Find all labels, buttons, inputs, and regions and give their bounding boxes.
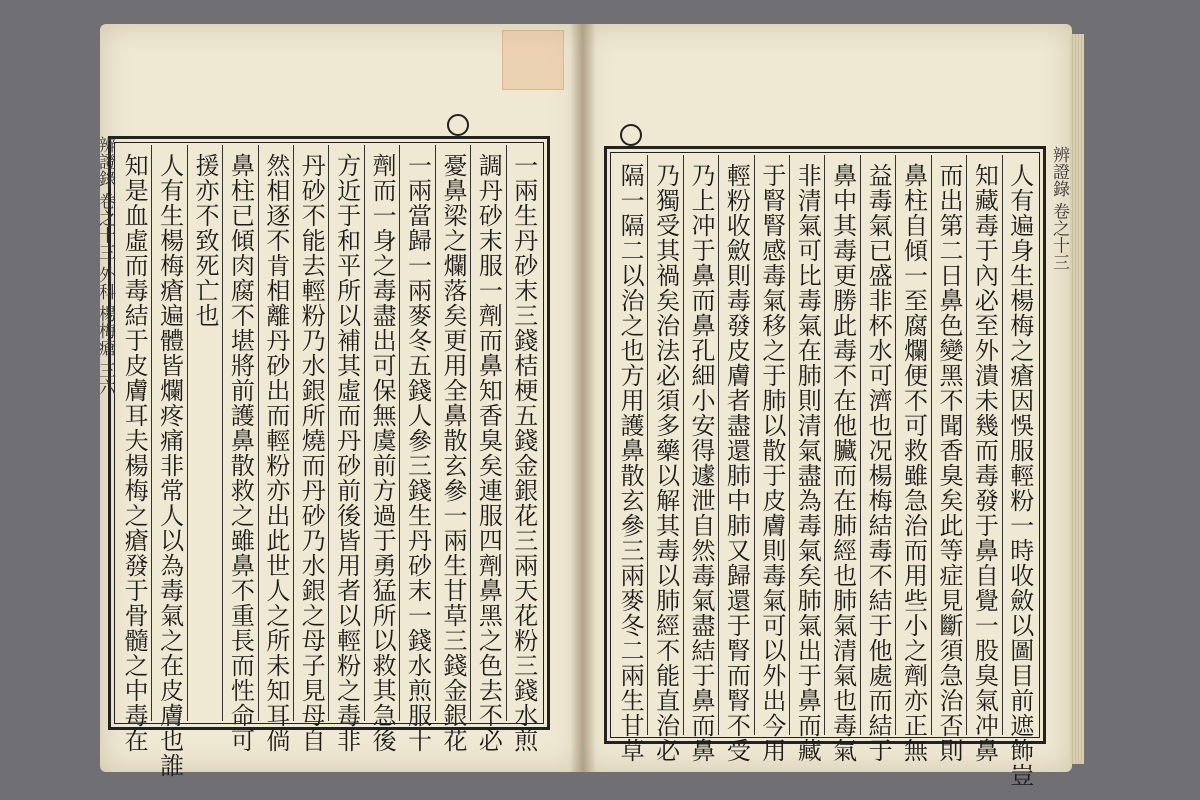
text-column [399, 145, 434, 753]
text-column [364, 145, 399, 753]
text-column [754, 155, 789, 763]
text-column [966, 155, 1001, 763]
right-text-columns [613, 155, 1037, 788]
text-column [151, 145, 186, 778]
left-text-frame [108, 136, 550, 778]
column-text: 方近于和平所以補其虛而丹砂前後皆用者以輕粉之毒非 [332, 153, 361, 753]
text-column [931, 155, 966, 763]
text-column [506, 145, 541, 753]
text-column [613, 155, 647, 763]
column-text: 一兩生丹砂末三錢桔梗五錢金銀花三兩天花粉三錢水煎 [509, 153, 538, 753]
text-column [293, 145, 328, 753]
fish-tail-circle-mark [447, 114, 469, 136]
column-text: 鼻柱已傾肉腐不堪將前護鼻散救之雖鼻不重長而性命可 [226, 153, 255, 753]
column-text: 鼻中其毒更勝此毒不在他臟而在肺經也肺氣清氣也毒氣 [828, 163, 857, 763]
column-text: 然相逐不肯相離丹砂出而輕粉亦出此世人之所未知耳倘 [261, 153, 290, 753]
column-text: 憂鼻梁之爛落矣更用全鼻散玄參一兩生甘草三錢金銀花 [438, 153, 467, 753]
left-spine-label: 辨證錄 卷之十三 外科 楊梅瘡 三六 [95, 136, 115, 396]
page-edges [1070, 34, 1084, 764]
text-column [222, 145, 257, 753]
text-column [187, 145, 222, 721]
text-column [860, 155, 895, 763]
column-text: 乃獨受其禍矣治法必須多藥以解其毒以肺經不能直治必 [651, 163, 680, 763]
left-page [95, 24, 582, 778]
column-text: 劑而一身之毒盡出可保無虞前方過于勇猛所以救其急後 [368, 153, 397, 753]
text-column [1002, 155, 1037, 788]
open-book [95, 24, 1080, 788]
column-text: 而出第二日鼻色變黑不聞香臭矣此等症見斷須急治否則 [934, 163, 963, 763]
text-column [470, 145, 505, 753]
column-text: 鼻柱自傾一至腐爛便不可救雖急治而用些小之劑亦正無 [899, 163, 928, 763]
column-text: 人有生楊梅瘡遍體皆爛疼痛非常人以為毒氣之在皮膚也誰 [155, 153, 184, 778]
left-text-columns [117, 145, 541, 778]
column-text: 丹砂不能去輕粉乃水銀所燒而丹砂乃水銀之母子見母自 [297, 153, 326, 753]
right-spine-label: 辨證錄 卷之十三 [1049, 146, 1069, 271]
text-column [895, 155, 930, 763]
text-column [435, 145, 470, 753]
right-page [582, 24, 1072, 788]
text-column [117, 145, 151, 753]
column-text: 非清氣可比毒氣在肺則清氣盡為毒氣矣肺氣出于鼻而藏 [793, 163, 822, 763]
column-text: 知藏毒于內必至外潰未幾而毒發于鼻自覺一股臭氣冲鼻 [970, 163, 999, 763]
fish-tail-circle-mark [620, 124, 642, 146]
text-column [789, 155, 824, 763]
column-text: 調丹砂末服一劑而鼻知香臭矣連服四劑鼻黑之色去不必 [474, 153, 503, 753]
right-text-frame [604, 146, 1046, 788]
book-gutter [570, 24, 596, 772]
column-text: 知是血虛而毒結于皮膚耳夫楊梅之瘡發于骨髓之中毒在 [120, 153, 149, 753]
text-column [328, 145, 363, 753]
text-column [258, 145, 293, 753]
column-text: 乃上冲于鼻而鼻孔細小安得遽泄自然毒氣盡結于鼻而鼻 [686, 163, 715, 763]
text-column [683, 155, 718, 763]
column-text: 輕粉收斂則毒發皮膚者盡還肺中肺又歸還于腎而腎不受 [722, 163, 751, 763]
text-column [647, 155, 682, 763]
column-text: 人有遍身生楊梅之瘡因悞服輕粉一時收斂以圖目前遮飾豈 [1005, 163, 1034, 788]
column-text: 援亦不致死亡也 [190, 153, 219, 328]
column-text: 一兩當歸一兩麥冬五錢人參三錢生丹砂末一錢水煎服十 [403, 153, 432, 753]
text-column [824, 155, 859, 763]
column-text: 益毒氣已盛非杯水可濟也况楊梅結毒不結于他處而結于 [864, 163, 893, 763]
text-column [718, 155, 753, 763]
column-text: 于腎腎感毒氣移之于肺以散于皮膚則毒氣可以外出今用 [757, 163, 786, 763]
library-seal-stamp [502, 30, 564, 90]
column-text: 隔一隔二以治之也方用護鼻散玄參三兩麥冬二兩生甘草 [616, 163, 645, 763]
